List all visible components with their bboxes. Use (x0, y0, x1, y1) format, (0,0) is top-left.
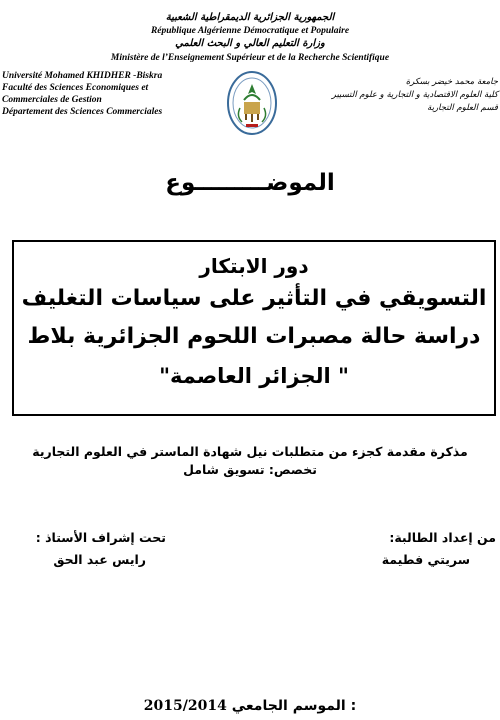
academic-year-label: الموسم الجامعي : (231, 698, 357, 714)
student-name: سريتي فطيمة (381, 552, 470, 567)
ministry-french: Ministère de l’Enseignement Supérieur et de la Recherche Scientifique (110, 53, 390, 63)
supervisor-name: رايس عبد الحق (53, 552, 146, 567)
university-logo (226, 70, 278, 136)
faculty-name-ar: كلية العلوم الاقتصادية و التجارية و علوم التسيير (331, 90, 498, 100)
title-box (12, 240, 496, 416)
memo-specialty: تخصص: تسويق شامل (183, 462, 317, 477)
university-name-fr: Université Mohamed KHIDHER -Biskra (2, 71, 163, 81)
title-line-4: " الجزائر العاصمة" (159, 364, 349, 388)
academic-year (0, 698, 500, 714)
republic-french: République Algérienne Démocratique et Populaire (150, 26, 350, 36)
department-name-fr: Département des Sciences Commerciales (2, 107, 163, 117)
memo-description: مذكرة مقدمة كجزء من متطلبات نيل شهادة الماستر في العلوم التجارية (32, 444, 468, 459)
faculty-name-fr-2: Commerciales de Gestion (2, 95, 102, 105)
title-line-3: دراسة حالة مصبرات اللحوم الجزائرية بلاط (27, 324, 481, 349)
title-line-2: التسويقي في التأثير على سياسات التغليف (21, 286, 487, 311)
topic-heading: الموضـــــــــوع (165, 170, 335, 196)
supervisor-label: تحت إشراف الأستاذ : (35, 530, 166, 545)
academic-year-value: 2015/2014 (143, 698, 227, 714)
faculty-name-fr-1: Faculté des Sciences Economiques et (2, 83, 149, 93)
ministry-arabic: وزارة التعليم العالي و البحث العلمي (175, 38, 325, 49)
student-label: من إعداد الطالبة: (389, 530, 496, 545)
university-name-ar: جامعة محمد خيضر بسكرة (405, 77, 498, 87)
title-line-1: دور الابتكار (199, 254, 309, 278)
republic-arabic: الجمهورية الجزائرية الديمقراطية الشعبية (165, 12, 335, 23)
department-name-ar: قسم العلوم التجارية (427, 103, 498, 113)
